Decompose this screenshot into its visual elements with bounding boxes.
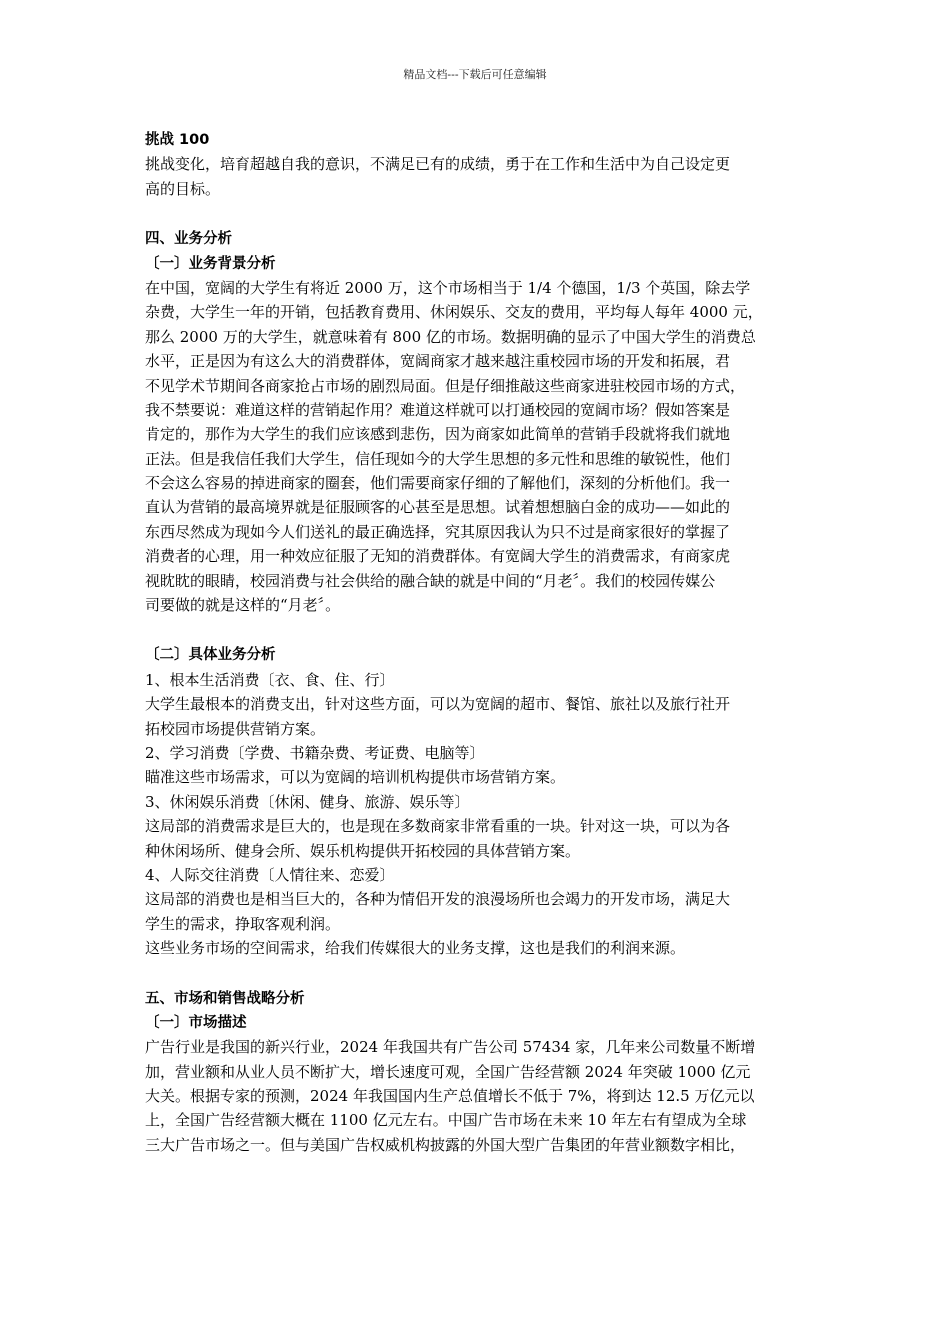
paragraph-line: 学生的需求，挣取客观利润。: [145, 914, 341, 933]
paragraph-line: 上，全国广告经营额大概在 1100 亿元左右。中国广告市场在未来 10 年左右有望成为全球: [145, 1111, 747, 1130]
document-body: [145, 128, 810, 1157]
section-heading-5: 五、市场和销售战略分析: [145, 990, 305, 1007]
paragraph-line: 3、休闲娱乐消费〔休闲、健身、旅游、娱乐等〕: [145, 792, 470, 811]
paragraph-line: 那么 2000 万的大学生，就意味着有 800 亿的市场。数据明确的显示了中国大学生的消费总: [145, 327, 756, 346]
paragraph-line: 消费者的心理，用一种效应征服了无知的消费群体。有宽阔大学生的消费需求，有商家虎: [145, 547, 731, 566]
paragraph-line: 水平，正是因为有这么大的消费群体，宽阔商家才越来越注重校园市场的开发和拓展，君: [145, 352, 731, 371]
paragraph-line: 这局部的消费也是相当巨大的，各种为情侣开发的浪漫场所也会竭力的开发市场，满足大: [145, 890, 731, 909]
paragraph-line: 挑战变化，培育超越自我的意识，不满足已有的成绩，勇于在工作和生活中为自己设定更: [145, 155, 731, 174]
paragraph-line: 1、根本生活消费〔衣、食、住、行〕: [145, 670, 395, 689]
paragraph-line: 种休闲场所、健身会所、娱乐机构提供开拓校园的具体营销方案。: [145, 841, 581, 860]
paragraph-line: 大关。根据专家的预测，2024 年我国国内生产总值增长不低于 7%，将到达 12.5 万亿元以: [145, 1087, 755, 1106]
spacer: [145, 617, 810, 643]
paragraph-line: 肯定的，那作为大学生的我们应该感到悲伤，因为商家如此简单的营销手段就将我们就地: [145, 425, 731, 444]
paragraph-line: 4、人际交往消费〔人情往来、恋爱〕: [145, 865, 395, 884]
paragraph-line: 在中国，宽阔的大学生有将近 2000 万，这个市场相当于 1/4 个德国，1/3 个英国，除去学: [145, 278, 751, 297]
paragraph-line: 加，营业额和从业人员不断扩大，增长速度可观，全国广告经营额 2024 年突破 1000 亿元: [145, 1062, 751, 1081]
paragraph-line: 广告行业是我国的新兴行业，2024 年我国共有广告公司 57434 家，几年来公司数量不断增: [145, 1038, 756, 1057]
paragraph-line: 我不禁要说：难道这样的营销起作用？难道这样就可以打通校园的宽阔市场？假如答案是: [145, 400, 731, 419]
paragraph-line: 司要做的就是这样的“月老〞。: [145, 596, 341, 615]
subsection-heading-4-1: 〔一〕业务背景分析: [145, 255, 276, 272]
subsection-heading-4-2: 〔二〕具体业务分析: [145, 647, 276, 664]
paragraph-line: 高的目标。: [145, 179, 221, 198]
paragraph-line: 这些业务市场的空间需求，给我们传媒很大的业务支撑，这也是我们的利润来源。: [145, 939, 686, 958]
paragraph-line: 拓校园市场提供营销方案。: [145, 719, 326, 738]
paragraph-line: 大学生最根本的消费支出，针对这些方面，可以为宽阔的超市、餐馆、旅社以及旅行社开: [145, 695, 731, 714]
paragraph-line: 不会这么容易的掉进商家的圈套，他们需要商家仔细的了解他们，深刻的分析他们。我一: [145, 474, 731, 493]
paragraph-line: 正法。但是我信任我们大学生，信任现如今的大学生思想的多元性和思维的敏锐性，他们: [145, 449, 731, 468]
paragraph-line: 不见学术节期间各商家抢占市场的剧烈局面。但是仔细推敲这些商家进驻校园市场的方式，: [145, 376, 746, 395]
paragraph-line: 杂费，大学生一年的开销，包括教育费用、休闲娱乐、交友的费用，平均每人每年 4000 元，: [145, 303, 763, 322]
paragraph-line: 瞄准这些市场需求，可以为宽阔的培训机构提供市场营销方案。: [145, 768, 566, 787]
paragraph-line: 直认为营销的最高境界就是征服顾客的心甚至是思想。试着想想脑白金的成功——如此的: [145, 498, 731, 517]
paragraph-line: 视眈眈的眼睛，校园消费与社会供给的融合缺的就是中间的“月老〞。我们的校园传媒公: [145, 571, 716, 590]
subsection-heading-5-1: 〔一〕市场描述: [145, 1014, 247, 1031]
spacer: [145, 961, 810, 987]
challenge-title: 挑战 100: [145, 132, 210, 148]
paragraph-line: 东西尽然成为现如今人们送礼的最正确选择，究其原因我认为只不过是商家很好的掌握了: [145, 522, 731, 541]
paragraph-line: 2、学习消费〔学费、书籍杂费、考证费、电脑等〕: [145, 743, 485, 762]
page-header-note: 精品文档---下载后可任意编辑: [403, 68, 547, 81]
paragraph-line: 这局部的消费需求是巨大的，也是现在多数商家非常看重的一块。针对这一块，可以为各: [145, 817, 731, 836]
paragraph-line: 三大广告市场之一。但与美国广告权威机构披露的外国大型广告集团的年营业额数字相比，: [145, 1135, 746, 1154]
spacer: [145, 201, 810, 227]
section-heading-4: 四、业务分析: [145, 231, 232, 248]
